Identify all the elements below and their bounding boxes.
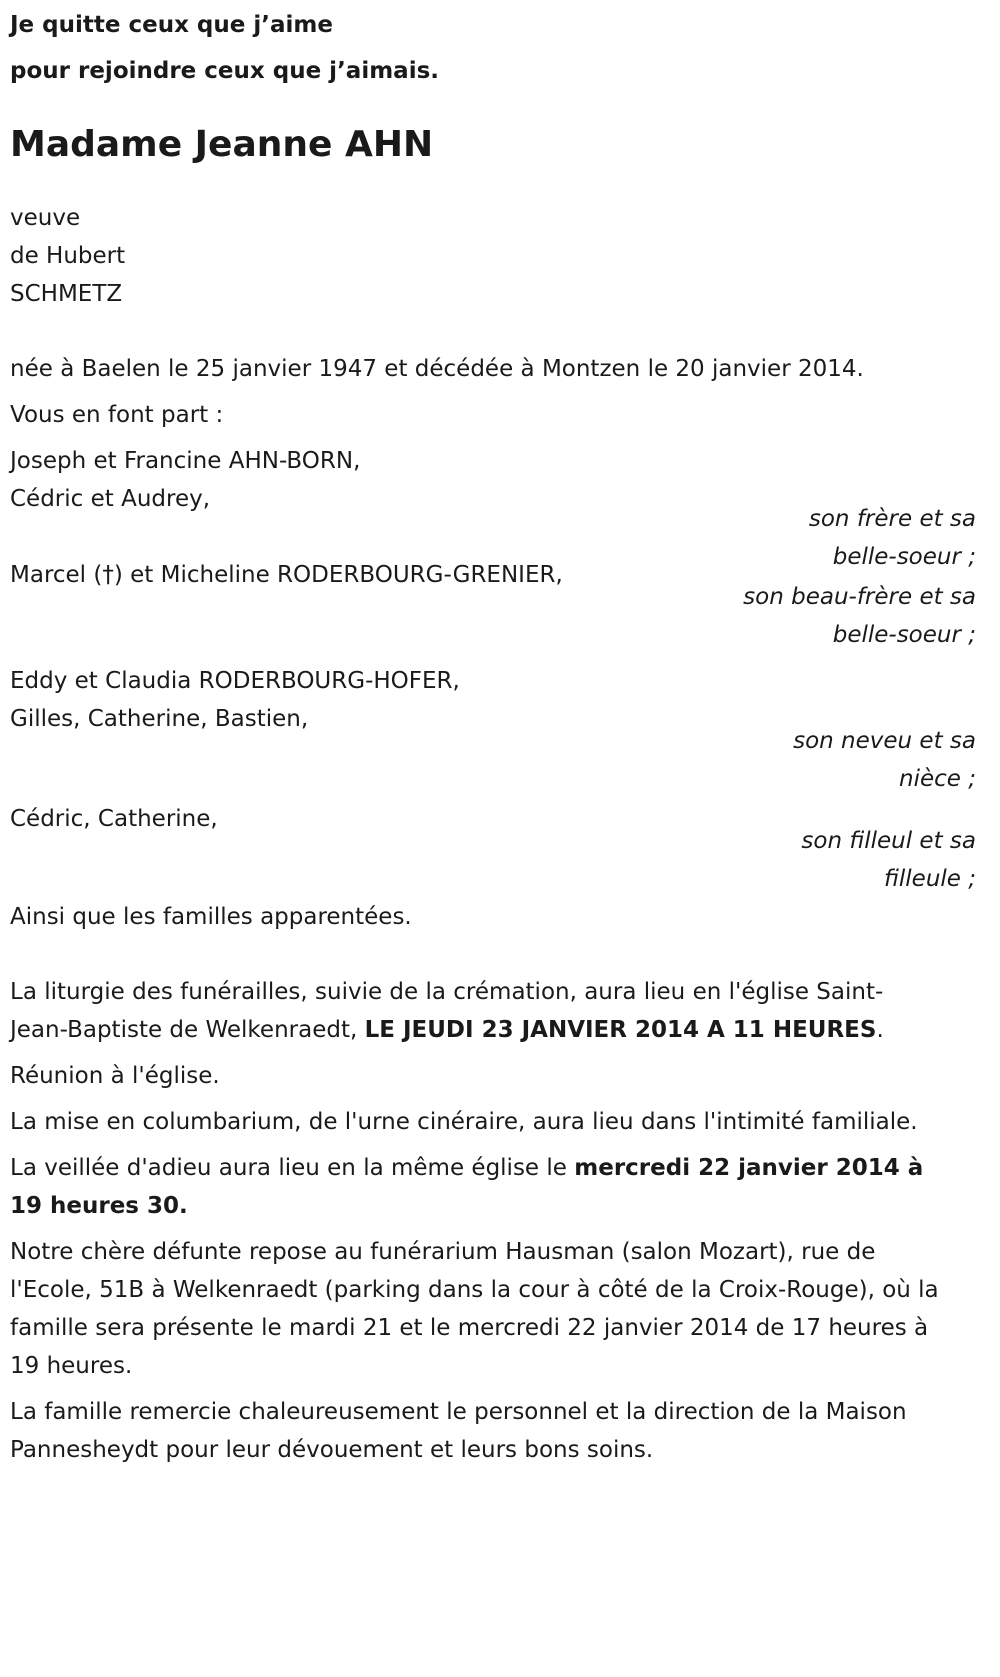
spacer [10,313,990,350]
epigraph-line-1: Je quitte ceux que j’aime [10,12,333,38]
liturgy-paragraph [10,973,940,1049]
family-relation-line: son frère et sa [808,506,976,532]
widow-line-1: veuve [10,205,81,231]
widow-line-3: SCHMETZ [10,281,123,307]
family-name-line: Cédric, Catherine, [10,806,218,832]
epigraph-line-2: pour rejoindre ceux que j’aimais. [10,58,440,84]
family-relation-line: nièce ; [899,766,976,792]
family-name-line: Marcel (†) et Micheline RODERBOURG-GRENIER, [10,562,563,588]
spacer [10,936,990,973]
widow-line-2: de Hubert [10,243,126,269]
family-group-3 [10,662,990,798]
spacer [10,434,990,442]
family-relation-line: belle-soeur ; [832,544,976,570]
liturgy-datetime: LE JEUDI 23 JANVIER 2014 A 11 HEURES [364,1017,877,1043]
thanks-text: La famille remercie chaleureusement le personnel et la direction de la Maison Pannesheydt pour leur dévouement et leurs bons soins. [10,1399,907,1463]
deceased-name: Madame Jeanne AHN [10,124,434,165]
family-relation-line: son neveu et sa [793,728,976,754]
family-group-4 [10,800,990,898]
vigil-text: La veillée d'adieu aura lieu en la même église le [10,1155,575,1181]
closing-family-text: Ainsi que les familles apparentées. [10,904,412,930]
family-name-line: Eddy et Claudia RODERBOURG-HOFER, [10,668,460,694]
birth-death-text: née à Baelen le 25 janvier 1947 et décédée à Montzen le 20 janvier 2014. [10,356,864,382]
family-relation-line: son filleul et sa [801,828,976,854]
liturgy-text: La liturgie des funérailles, suivie de la crémation, aura lieu en l'église Saint-Jean-Baptiste de Welkenraedt, [10,979,884,1043]
family-name-line: Gilles, Catherine, Bastien, [10,706,309,732]
vigil-paragraph [10,1149,940,1225]
family-name-line: Cédric et Audrey, [10,486,211,512]
funerarium-text: Notre chère défunte repose au funérarium Hausman (salon Mozart), rue de l'Ecole, 51B à Welkenraedt (parking dans la cour à côté de la Croix-Rouge), où la famille sera présente le mardi 21 et le mercredi 22 janvier 2014 de 17 heures à 19 heures. [10,1239,939,1379]
liturgy-end: . [876,1017,884,1043]
columbarium-text: La mise en columbarium, de l'urne cinéraire, aura lieu dans l'intimité familiale. [10,1109,918,1135]
spacer [10,654,990,662]
family-name-line: Joseph et Francine AHN-BORN, [10,448,361,474]
vigil-datetime: mercredi 22 janvier 2014 à 19 heures 30. [10,1155,924,1219]
family-relation-line: filleule ; [884,866,976,892]
announce-text: Vous en font part : [10,402,224,428]
reunion-text: Réunion à l'église. [10,1063,220,1089]
spacer [10,388,990,396]
family-relation-line: belle-soeur ; [832,622,976,648]
family-relation-line: son beau-frère et sa [743,584,976,610]
